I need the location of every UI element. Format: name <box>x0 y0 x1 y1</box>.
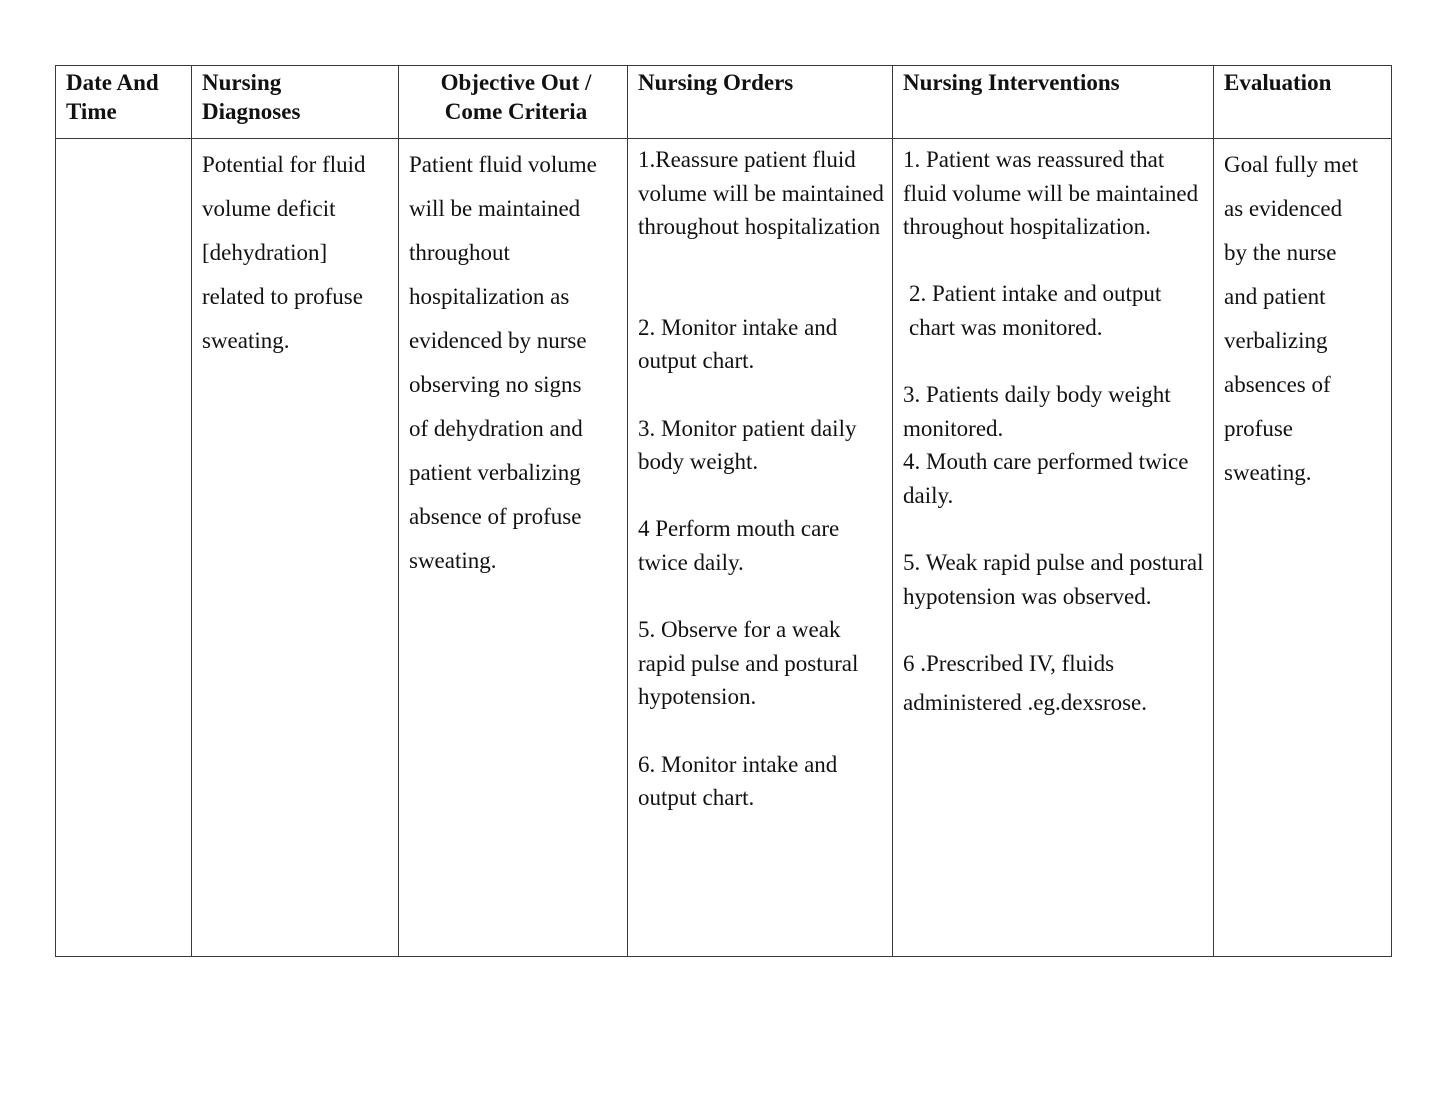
diagnosis-line: sweating. <box>202 328 290 353</box>
diagnosis-line: related to profuse <box>202 284 363 309</box>
cell-nursing-interventions <box>893 139 1214 957</box>
objective-line: throughout <box>409 240 510 265</box>
evaluation-line: as evidenced <box>1224 196 1343 221</box>
objective-line: hospitalization as <box>409 284 570 309</box>
table-row <box>56 139 1392 957</box>
cell-evaluation <box>1214 139 1392 957</box>
objective-line: will be maintained <box>409 196 581 221</box>
header-orders-line-1: Nursing Orders <box>638 70 794 95</box>
objective-line: observing no signs <box>409 372 582 397</box>
header-diagnoses-line-2: Diagnoses <box>202 99 301 124</box>
order-item-5: 5. Observe for a weak rapid pulse and postural hypotension. <box>638 617 859 710</box>
diagnosis-line: Potential for fluid <box>202 152 366 177</box>
header-date-line-1: Date And <box>66 70 159 95</box>
evaluation-line: by the nurse <box>1224 240 1337 265</box>
evaluation-line: verbalizing <box>1224 328 1328 353</box>
diagnosis-line: [dehydration] <box>202 240 328 265</box>
objective-line: of dehydration and <box>409 416 583 441</box>
header-diagnoses-line-1: Nursing <box>202 70 282 95</box>
objective-line: Patient fluid volume <box>409 152 597 177</box>
header-row <box>56 66 1392 139</box>
cell-nursing-orders <box>628 139 893 957</box>
evaluation-line: Goal fully met <box>1224 152 1359 177</box>
intervention-item-1: 1. Patient was reassured that fluid volume will be maintained throughout hospitalization. <box>903 147 1199 240</box>
evaluation-line: and patient <box>1224 284 1326 309</box>
header-nursing-diagnoses <box>192 66 399 139</box>
order-item-2: 2. Monitor intake and output chart. <box>638 314 838 374</box>
header-nursing-interventions <box>893 66 1214 139</box>
order-item-3: 3. Monitor patient daily body weight. <box>638 415 857 475</box>
objective-line: patient verbalizing <box>409 460 581 485</box>
header-evaluation-line-1: Evaluation <box>1224 70 1332 95</box>
cell-objective-criteria <box>399 139 628 957</box>
order-item-4: 4 Perform mouth care twice daily. <box>638 516 840 575</box>
objective-line: absence of profuse <box>409 504 582 529</box>
intervention-item-4: 4. Mouth care performed twice daily. <box>903 449 1189 508</box>
order-item-6: 6. Monitor intake and output chart. <box>638 751 838 811</box>
header-interventions-line-1: Nursing Interventions <box>903 70 1120 95</box>
cell-nursing-diagnosis <box>192 139 399 957</box>
header-objective-line-1: Objective Out / <box>440 70 592 95</box>
intervention-item-5: 5. Weak rapid pulse and postural hypotension was observed. <box>903 550 1204 609</box>
order-item-1: 1.Reassure patient fluid volume will be maintained throughout hospitalization <box>638 147 884 240</box>
evaluation-line: profuse <box>1224 416 1293 441</box>
header-objective-line-2: Come Criteria <box>444 99 588 124</box>
header-date-line-2: Time <box>66 99 117 124</box>
intervention-item-3: 3. Patients daily body weight monitored. <box>903 382 1171 441</box>
diagnosis-line: volume deficit <box>202 196 336 221</box>
objective-line: sweating. <box>409 548 497 573</box>
evaluation-line: absences of <box>1224 372 1331 397</box>
cell-date-time <box>56 139 192 957</box>
objective-line: evidenced by nurse <box>409 328 587 353</box>
header-evaluation <box>1214 66 1392 139</box>
header-nursing-orders <box>628 66 893 139</box>
intervention-item-6: 6 .Prescribed IV, fluids <box>903 650 1115 676</box>
header-objective-criteria <box>399 66 628 139</box>
header-date-time <box>56 66 192 139</box>
intervention-item-6-continued: administered .eg.dexsrose. <box>903 689 1147 715</box>
nursing-care-plan-table <box>55 65 1392 957</box>
evaluation-line: sweating. <box>1224 460 1312 485</box>
intervention-item-2: 2. Patient intake and output chart was monitored. <box>909 281 1162 340</box>
